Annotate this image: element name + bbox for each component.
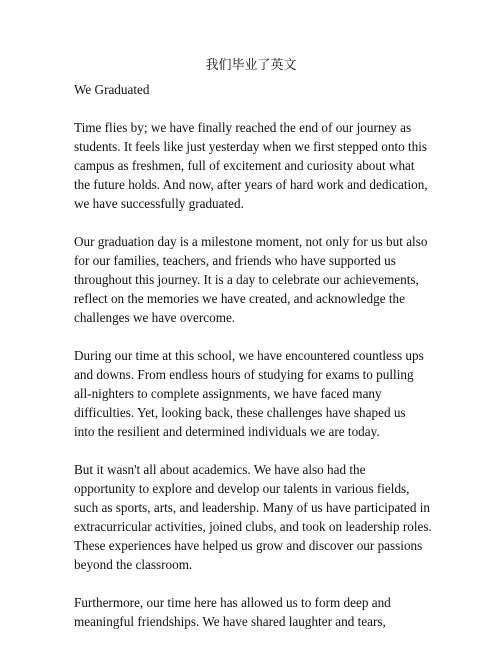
text-line: difficulties. Yet, looking back, these challenges have shaped us [74,405,406,420]
text-line: students. It feels like just yesterday when we first stepped onto this [74,139,428,154]
text-line: throughout this journey. It is a day to celebrate our achievements, [74,272,419,287]
text-line: reflect on the memories we have created, and acknowledge the [74,291,405,306]
text-line: the future holds. And now, after years of hard work and dedication, [74,177,428,192]
paragraph-5 [74,593,434,631]
text-line: extracurricular activities, joined clubs, and took on leadership roles. [74,519,432,534]
text-line: These experiences have helped us grow and discover our passions [74,538,423,553]
paragraph-2 [74,232,434,327]
text-line: all-nighters to complete assignments, we have faced many [74,386,382,401]
text-line: Furthermore, our time here has allowed us to form deep and [74,595,391,610]
paragraph-4 [74,460,434,574]
text-line: During our time at this school, we have encountered countless ups [74,348,424,363]
text-line: Time flies by; we have finally reached the end of our journey as [74,120,412,135]
text-line: opportunity to explore and develop our talents in various fields, [74,481,410,496]
paragraph-3 [74,346,434,441]
paragraph-1 [74,118,434,213]
text-line: such as sports, arts, and leadership. Many of us have participated in [74,500,430,515]
document-title: 我们毕业了英文 [205,58,297,73]
text-line: beyond the classroom. [74,557,193,572]
essay-heading: We Graduated [74,82,150,97]
text-line: into the resilient and determined individuals we are today. [74,424,380,439]
text-line: meaningful friendships. We have shared laughter and tears, [74,614,386,629]
text-line: campus as freshmen, full of excitement and curiosity about what [74,158,415,173]
text-line: and downs. From endless hours of studying for exams to pulling [74,367,414,382]
text-line: challenges we have overcome. [74,310,236,325]
essay-body [74,80,434,650]
text-line: Our graduation day is a milestone moment, not only for us but also [74,234,428,249]
text-line: for our families, teachers, and friends who have supported us [74,253,396,268]
text-line: But it wasn't all about academics. We have also had the [74,462,366,477]
text-line: we have successfully graduated. [74,196,244,211]
